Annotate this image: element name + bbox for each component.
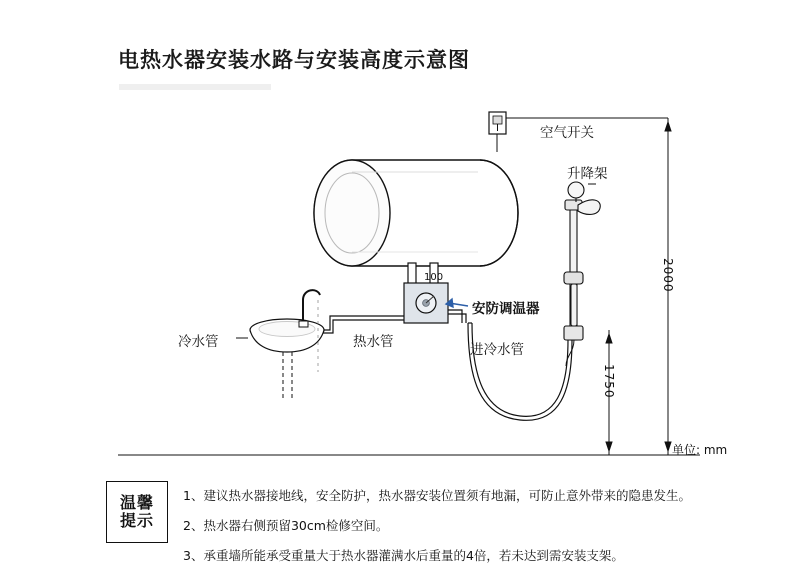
tips-note-1: 1、建议热水器接地线，安全防护，热水器安装位置须有地漏，可防止意外带来的隐患发生。	[183, 488, 691, 503]
label-hot-water-pipe: 热水管	[353, 334, 394, 350]
dim-arrow-lower-bottom	[606, 442, 612, 451]
dim-arrow-lower-top	[606, 334, 612, 343]
label-air-switch: 空气开关	[540, 125, 594, 141]
dim-arrow-top	[665, 122, 671, 131]
dim-arrow-bottom	[665, 442, 671, 451]
shower-lift-bracket	[564, 182, 600, 366]
tips-badge-line1: 温馨	[119, 492, 154, 512]
label-cold-water-inlet: 进冷水管	[470, 342, 524, 358]
label-lift-bracket: 升降架	[567, 166, 608, 182]
tips-note-3: 3、承重墙所能承受重量大于热水器灌满水后重量的4倍，若未达到需安装支架。	[183, 548, 624, 563]
safety-thermostat-unit	[404, 283, 448, 323]
dimension-1750: 1750	[602, 364, 616, 399]
tips-note-2: 2、热水器右侧预留30cm检修空间。	[183, 518, 389, 533]
thermostat-pointer	[446, 299, 468, 307]
tips-notes	[183, 486, 743, 576]
water-heater-tank	[314, 160, 518, 266]
dimension-2000: 2000	[661, 258, 675, 293]
label-safety-thermostat: 安防调温器	[472, 301, 540, 317]
tips-badge-line2: 提示	[119, 511, 154, 530]
sink-basin	[250, 290, 324, 398]
tips-badge	[106, 481, 168, 543]
page-title: 电热水器安装水路与安装高度示意图	[118, 48, 470, 72]
air-switch-box	[489, 112, 506, 152]
label-cold-water-pipe: 冷水管	[178, 334, 219, 350]
unit-note: 单位: mm	[672, 443, 728, 457]
label-badge-100: 100	[424, 272, 444, 283]
